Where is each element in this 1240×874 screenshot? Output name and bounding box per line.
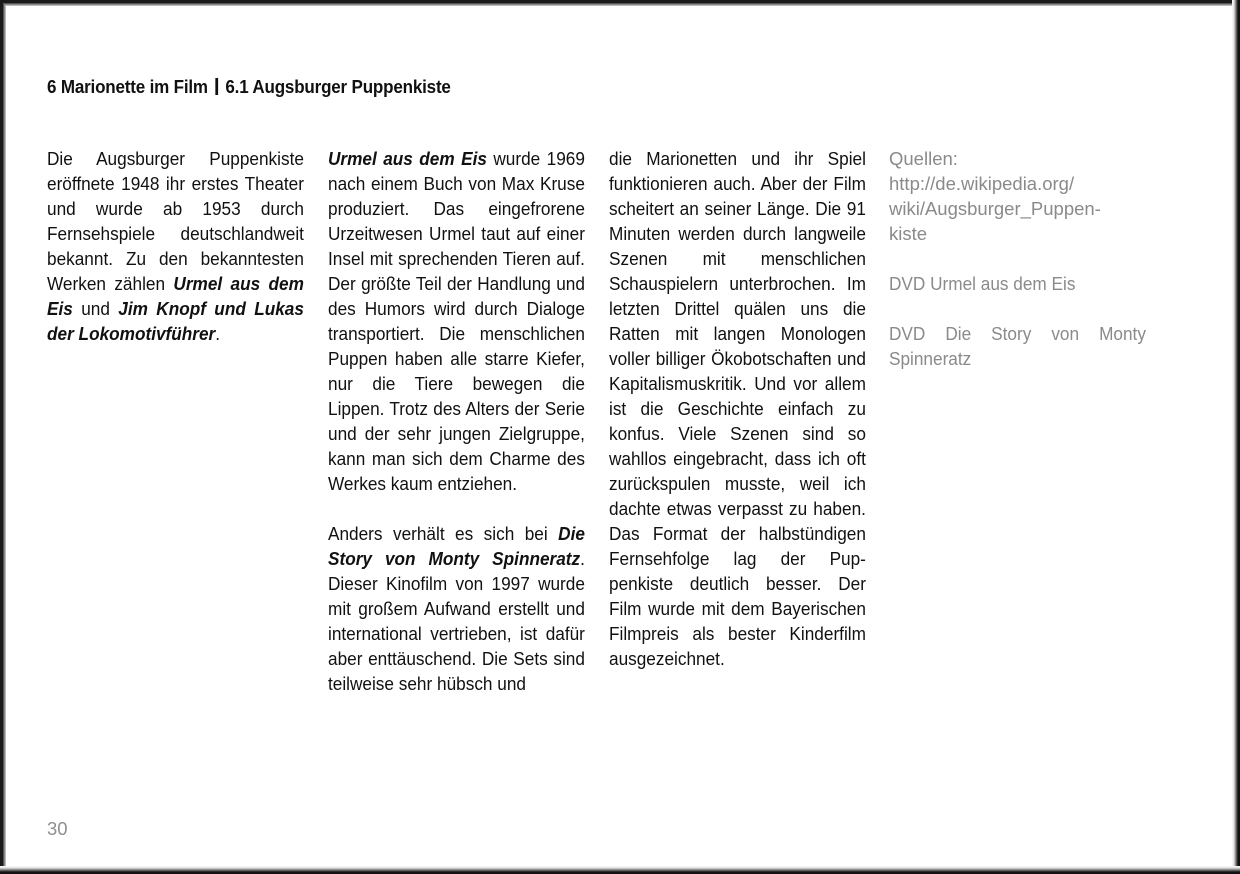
text-column-1 (47, 146, 304, 346)
text-column-2 (328, 146, 585, 696)
section-title: 6.1 Augsburger Puppenkiste (225, 76, 451, 97)
source-dvd-2: DVD Die Story von Monty Spinneratz (889, 323, 1146, 369)
paragraph (328, 146, 585, 496)
paragraph-body (328, 521, 585, 696)
paragraph-text: . Dieser Kinofilm von 1997 wurde mit großem Aufwand erstellt und international vertrieben, ist dafür aber enttäuschend. Die Sets sind teilweise sehr hübsch und (328, 548, 585, 694)
page-frame-shadow-right (1232, 0, 1240, 874)
source-url-line[interactable]: kiste (889, 223, 928, 244)
paragraph (328, 521, 585, 696)
source-url-line[interactable]: http://de.wikipedia.org/ (889, 173, 1075, 194)
paragraph-body (328, 146, 585, 496)
source-dvd-1: DVD Urmel aus dem Eis (889, 273, 1076, 294)
sources-column (889, 146, 1146, 371)
source-entry (889, 321, 1146, 371)
header-separator (215, 78, 218, 95)
paragraph-text: Anders verhält es sich bei (328, 523, 559, 544)
paragraph-text: und (72, 298, 119, 319)
paragraph-body (609, 146, 866, 671)
paragraph (609, 146, 866, 671)
paragraph-text: . (215, 323, 221, 344)
running-header (47, 76, 451, 98)
source-entry (889, 271, 1146, 296)
sources-label: Quellen: (889, 148, 958, 169)
paragraph-text: wurde 1969 nach einem Buch von Max Kruse produziert. Das eingefrorene Urzeitwesen Urmel taut auf einer Insel mit sprechenden Tieren auf. Der größte Teil der Handlung und des Humors wird durch Dialoge transportiert. Die menschlichen Puppen haben alle starre Kiefer, nur die Tiere bewegen die Lippen. Trotz des Alters der Serie und der sehr jungen Zielgruppe, kann man sich dem Charme des Werkes kaum entziehen. (328, 148, 585, 494)
paragraph-text: Die Augsburger Puppenkiste eröffnete 1948 ihr erstes Theater und wurde ab 1953 durch Fernsehspiele deutschlandweit bekannt. Zu den bekanntesten Werken zählen (47, 148, 304, 294)
work-title: Urmel aus dem Eis (47, 273, 304, 319)
text-column-3 (609, 146, 866, 671)
work-title: Urmel aus dem Eis (328, 148, 487, 169)
page-number: 30 (47, 818, 68, 839)
work-title: Jim Knopf und Lukas der Lokomotivführer (47, 298, 304, 344)
paragraph (47, 146, 304, 346)
page-frame-shadow-bottom (0, 866, 1240, 874)
source-entry (889, 146, 1146, 246)
paragraph-body (47, 146, 304, 346)
source-url-line[interactable]: wiki/Augsburger_Puppen- (889, 198, 1101, 219)
work-title: Die Story von Monty Spinneratz (328, 523, 585, 569)
paragraph-text: die Marionetten und ihr Spiel funktionieren auch. Aber der Film scheitert an seiner Länge. Die 91 Minuten werden durch langweile Szenen mit menschlichen Schauspielern unterbrochen. Im letzten Drittel quälen uns die Ratten mit langen Monologen voller billiger Ökobotschaften und Kapitalismuskritik. Und vor allem ist die Geschichte einfach zu konfus. Viele Szenen sind so wahllos eingebracht, dass ich oft zurückspulen musste, weil ich dachte etwas verpasst zu haben. Das Format der halbstündigen Fernsehfolge lag der Puppenkiste deutlich besser. Der Film wurde mit dem Bayerischen Filmpreis als bester Kinderfilm ausgezeichnet. (609, 148, 866, 669)
chapter-title: 6 Marionette im Film (47, 76, 208, 97)
